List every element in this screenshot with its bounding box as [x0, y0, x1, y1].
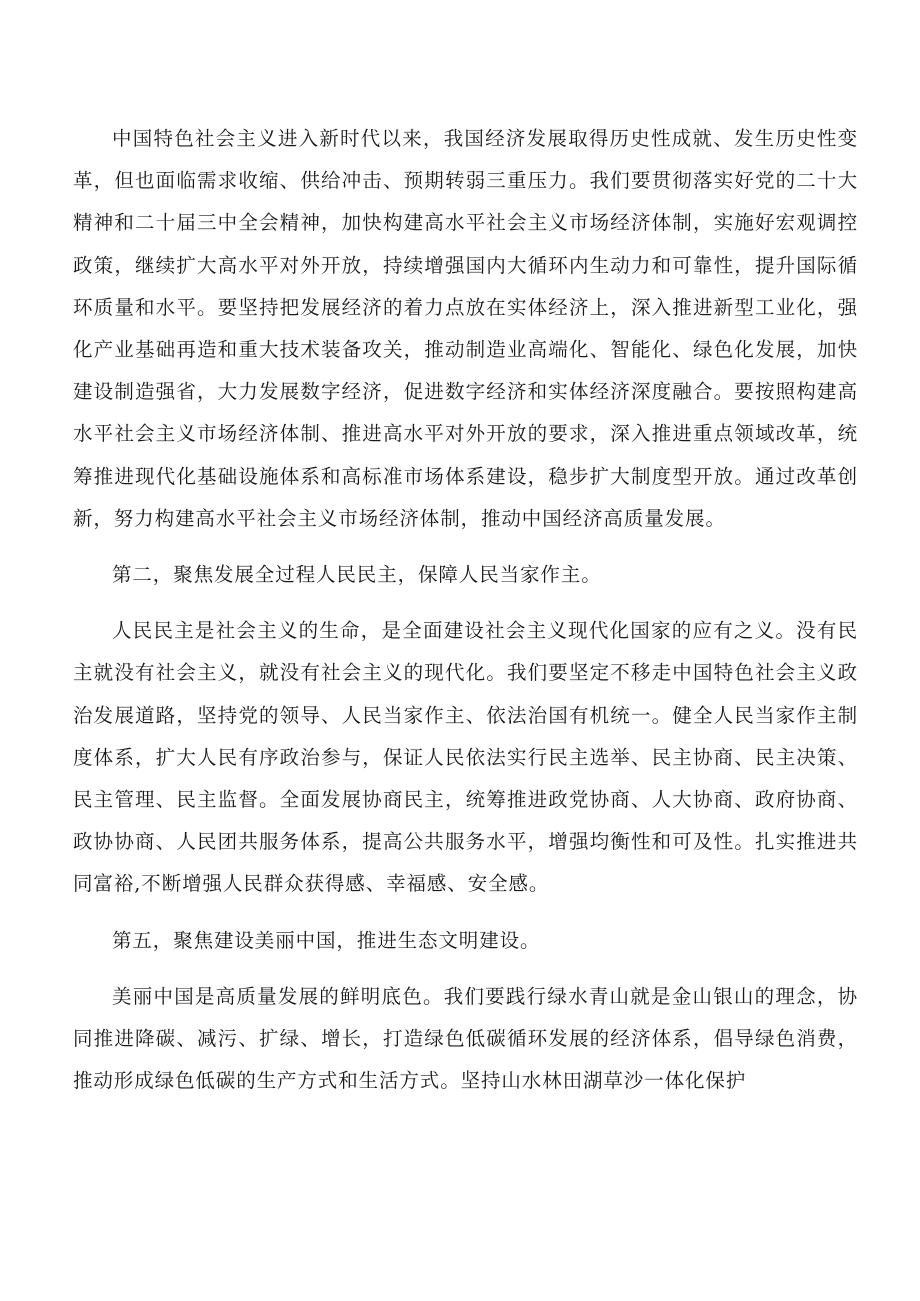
paragraph-economy: 中国特色社会主义进入新时代以来，我国经济发展取得历史性成就、发生历史性变革，但也面临需求收缩、供给冲击、预期转弱三重压力。我们要贯彻落实好党的二十大精神和二十届三中全会精神，加快构建高水平社会主义市场经济体制，实施好宏观调控政策，继续扩大高水平对外开放，持续增强国内大循环内生动力和可靠性，提升国际循环质量和水平。要坚持把发展经济的着力点放在实体经济上，深入推进新型工业化，强化产业基础再造和重大技术装备攻关，推动制造业高端化、智能化、绿色化发展，加快建设制造强省，大力发展数字经济，促进数字经济和实体经济深度融合。要按照构建高水平社会主义市场经济体制、推进高水平对外开放的要求，深入推进重点领域改革，统筹推进现代化基础设施体系和高标准市场体系建设，稳步扩大制度型开放。通过改革创新，努力构建高水平社会主义市场经济体制，推动中国经济高质量发展。	[73, 127, 858, 530]
heading-second-democracy: 第二，聚焦发展全过程人民民主，保障人民当家作主。	[112, 563, 602, 587]
paragraph-ecology: 美丽中国是高质量发展的鲜明底色。我们要践行绿水青山就是金山银山的理念，协同推进降碳、减污、扩绿、增长，打造绿色低碳循环发展的经济体系，倡导绿色消费，推动形成绿色低碳的生产方式和生活方式。坚持山水林田湖草沙一体化保护	[73, 984, 858, 1093]
paragraph-democracy: 人民民主是社会主义的生命，是全面建设社会主义现代化国家的应有之义。没有民主就没有社会主义，就没有社会主义的现代化。我们要坚定不移走中国特色社会主义政治发展道路，坚持党的领导、人民当家作主、依法治国有机统一。健全人民当家作主制度体系，扩大人民有序政治参与，保证人民依法实行民主选举、民主协商、民主决策、民主管理、民主监督。全面发展协商民主，统筹推进政党协商、人大协商、政府协商、政协协商、人民团共服务体系，提高公共服务水平，增强均衡性和可及性。扎实推进共同富裕,不断增强人民群众获得感、幸福感、安全感。	[73, 619, 858, 896]
document-body	[73, 118, 858, 1102]
heading-fifth-ecology: 第五，聚焦建设美丽中国，推进生态文明建设。	[112, 928, 541, 952]
